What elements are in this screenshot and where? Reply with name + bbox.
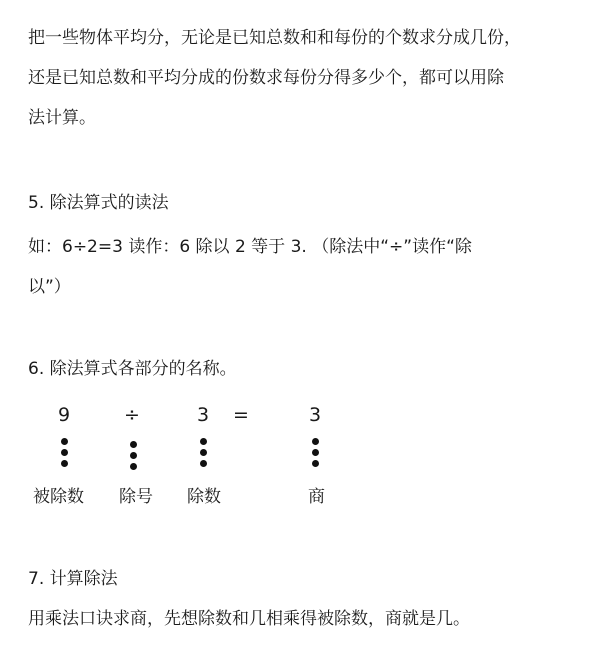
division-sign: ÷ (124, 404, 140, 426)
division-sign-label: 除号 (119, 487, 153, 507)
dividend-value: 9 (57, 404, 71, 426)
equals-sign: = (233, 404, 249, 426)
quotient-dots-icon (310, 438, 320, 471)
section-6-heading: 6. 除法算式各部分的名称。 (28, 359, 237, 379)
quotient-label: 商 (308, 487, 325, 507)
intro-line-1: 把一些物体平均分，无论是已知总数和和每份的个数求分成几份， (28, 28, 521, 48)
dividend-label: 被除数 (33, 487, 84, 507)
section-5-heading: 5. 除法算式的读法 (28, 193, 169, 213)
division-sign-dots-icon (128, 441, 138, 474)
quotient-value: 3 (308, 404, 322, 426)
dividend-dots-icon (59, 438, 69, 471)
section-7-heading: 7. 计算除法 (28, 569, 118, 589)
section-7-line-1: 用乘法口诀求商，先想除数和几相乘得被除数，商就是几。 (28, 609, 470, 629)
intro-line-3: 法计算。 (28, 108, 96, 128)
section-5-line-1: 如：6÷2=3 读作：6 除以 2 等于 3. （除法中“÷”读作“除 (28, 237, 472, 257)
divisor-label: 除数 (187, 487, 221, 507)
intro-line-2: 还是已知总数和平均分成的份数求每份分得多少个，都可以用除 (28, 68, 504, 88)
divisor-value: 3 (196, 404, 210, 426)
divisor-dots-icon (198, 438, 208, 471)
section-5-line-2: 以”） (28, 277, 71, 297)
